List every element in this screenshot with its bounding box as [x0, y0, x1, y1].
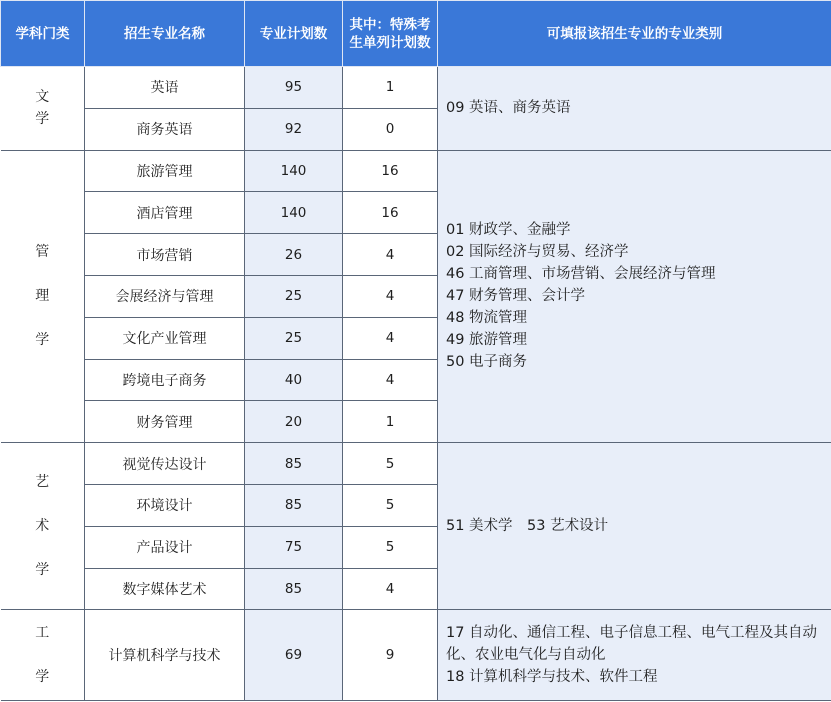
major-name: 数字媒体艺术 [85, 568, 245, 610]
major-name: 环境设计 [85, 484, 245, 526]
header-plan: 专业计划数 [245, 1, 343, 67]
plan-count: 92 [245, 108, 343, 150]
plan-count: 75 [245, 526, 343, 568]
plan-count: 69 [245, 610, 343, 701]
major-name: 市场营销 [85, 234, 245, 276]
eligible-types-guanlixue: 01 财政学、金融学 02 国际经济与贸易、经济学 46 工商管理、市场营销、会展经济与管理 47 财务管理、会计学 48 物流管理 49 旅游管理 50 电子商务 [438, 150, 831, 443]
eligible-types-wenxue: 09 英语、商务英语 [438, 67, 831, 151]
plan-count: 85 [245, 484, 343, 526]
category-cell-wenxue: 文 学 [1, 67, 85, 151]
plan-count: 26 [245, 234, 343, 276]
special-count: 1 [343, 401, 438, 443]
special-count: 1 [343, 67, 438, 109]
plan-count: 85 [245, 568, 343, 610]
major-name: 酒店管理 [85, 192, 245, 234]
plan-count: 20 [245, 401, 343, 443]
major-name: 旅游管理 [85, 150, 245, 192]
special-count: 5 [343, 443, 438, 485]
major-name: 产品设计 [85, 526, 245, 568]
special-count: 0 [343, 108, 438, 150]
special-count: 4 [343, 275, 438, 317]
header-eligible: 可填报该招生专业的专业类别 [438, 1, 831, 67]
category-cell-gongxue: 工 学 [1, 610, 85, 701]
header-major: 招生专业名称 [85, 1, 245, 67]
special-count: 5 [343, 526, 438, 568]
header-category: 学科门类 [1, 1, 85, 67]
major-name: 跨境电子商务 [85, 359, 245, 401]
table-row [1, 67, 831, 109]
major-name: 会展经济与管理 [85, 275, 245, 317]
special-count: 16 [343, 150, 438, 192]
table-row [1, 443, 831, 485]
plan-count: 85 [245, 443, 343, 485]
major-name: 计算机科学与技术 [85, 610, 245, 701]
plan-count: 25 [245, 275, 343, 317]
header-special-plan: 其中：特殊考生单列计划数 [343, 1, 438, 67]
plan-count: 95 [245, 67, 343, 109]
header-row [1, 1, 831, 67]
major-name: 视觉传达设计 [85, 443, 245, 485]
category-cell-guanlixue: 管 理 学 [1, 150, 85, 443]
plan-count: 140 [245, 192, 343, 234]
special-count: 5 [343, 484, 438, 526]
special-count: 4 [343, 234, 438, 276]
table-row [1, 610, 831, 701]
special-count: 4 [343, 359, 438, 401]
plan-count: 140 [245, 150, 343, 192]
special-count: 16 [343, 192, 438, 234]
major-name: 英语 [85, 67, 245, 109]
major-name: 文化产业管理 [85, 317, 245, 359]
major-name: 财务管理 [85, 401, 245, 443]
plan-count: 40 [245, 359, 343, 401]
eligible-types-yishuxue: 51 美术学 53 艺术设计 [438, 443, 831, 610]
table-row [1, 150, 831, 192]
category-cell-yishuxue: 艺 术 学 [1, 443, 85, 610]
special-count: 4 [343, 568, 438, 610]
special-count: 9 [343, 610, 438, 701]
eligible-types-gongxue: 17 自动化、通信工程、电子信息工程、电气工程及其自动化、农业电气化与自动化 18 计算机科学与技术、软件工程 [438, 610, 831, 701]
special-count: 4 [343, 317, 438, 359]
major-name: 商务英语 [85, 108, 245, 150]
plan-count: 25 [245, 317, 343, 359]
